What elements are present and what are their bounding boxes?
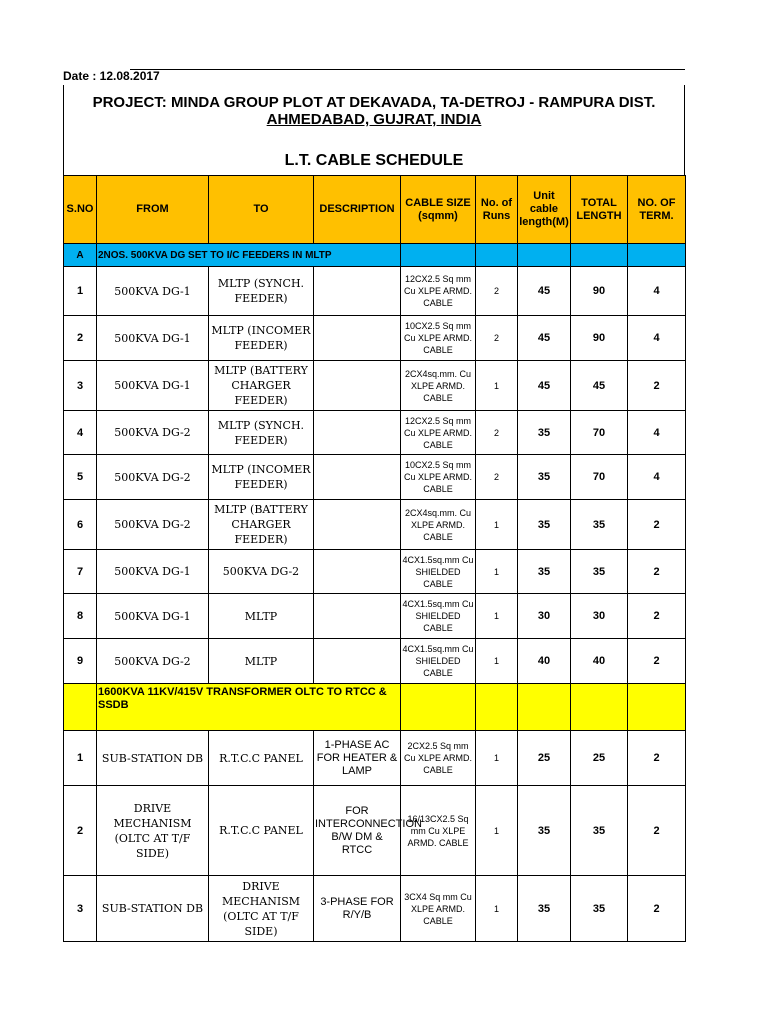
cell-sno: 3 bbox=[64, 876, 97, 942]
cell-to: DRIVE MECHANISM (OLTC AT T/F SIDE) bbox=[209, 876, 314, 942]
header-row bbox=[64, 176, 686, 244]
cell-from: 500KVA DG-2 bbox=[97, 639, 209, 684]
cell-from: 500KVA DG-1 bbox=[97, 267, 209, 316]
section-empty-cell bbox=[571, 684, 628, 731]
cell-terminations: 2 bbox=[628, 550, 686, 594]
col-sno: S.NO bbox=[64, 176, 97, 244]
cell-terminations: 2 bbox=[628, 731, 686, 786]
cell-from: 500KVA DG-2 bbox=[97, 455, 209, 500]
section-empty-cell bbox=[628, 684, 686, 731]
cell-cable-size: 10CX2.5 Sq mm Cu XLPE ARMD. CABLE bbox=[401, 455, 476, 500]
table-row bbox=[64, 316, 686, 361]
cell-sno: 8 bbox=[64, 594, 97, 639]
cell-terminations: 4 bbox=[628, 267, 686, 316]
cell-description bbox=[314, 316, 401, 361]
top-rule bbox=[130, 69, 685, 70]
cell-from: 500KVA DG-1 bbox=[97, 550, 209, 594]
cell-unit-length: 30 bbox=[518, 594, 571, 639]
col-total-length: TOTAL LENGTH bbox=[571, 176, 628, 244]
cell-description bbox=[314, 594, 401, 639]
cell-description: 1-PHASE AC FOR HEATER & LAMP bbox=[314, 731, 401, 786]
table-row bbox=[64, 411, 686, 455]
cell-runs: 2 bbox=[476, 455, 518, 500]
col-runs: No. of Runs bbox=[476, 176, 518, 244]
cell-cable-size: 4CX1.5sq.mm Cu SHIELDED CABLE bbox=[401, 639, 476, 684]
table-row bbox=[64, 500, 686, 550]
cell-runs: 2 bbox=[476, 411, 518, 455]
cell-total-length: 35 bbox=[571, 876, 628, 942]
cell-sno: 1 bbox=[64, 267, 97, 316]
cell-to: MLTP (BATTERY CHARGER FEEDER) bbox=[209, 500, 314, 550]
cell-description: 3-PHASE FOR R/Y/B bbox=[314, 876, 401, 942]
cell-from: SUB-STATION DB bbox=[97, 876, 209, 942]
cell-sno: 2 bbox=[64, 786, 97, 876]
cell-to: 500KVA DG-2 bbox=[209, 550, 314, 594]
section-id bbox=[64, 684, 97, 731]
cell-total-length: 30 bbox=[571, 594, 628, 639]
cell-description bbox=[314, 500, 401, 550]
section-empty-cell bbox=[518, 684, 571, 731]
col-unit-length: Unit cable length(M) bbox=[518, 176, 571, 244]
section-empty-cell bbox=[571, 244, 628, 267]
cell-to: MLTP bbox=[209, 594, 314, 639]
cell-to: MLTP (SYNCH. FEEDER) bbox=[209, 267, 314, 316]
cell-to: R.T.C.C PANEL bbox=[209, 786, 314, 876]
section-empty-cell bbox=[476, 684, 518, 731]
cell-runs: 2 bbox=[476, 316, 518, 361]
cell-total-length: 40 bbox=[571, 639, 628, 684]
cell-sno: 4 bbox=[64, 411, 97, 455]
cell-cable-size: 3CX4 Sq mm Cu XLPE ARMD. CABLE bbox=[401, 876, 476, 942]
cell-unit-length: 25 bbox=[518, 731, 571, 786]
cell-description bbox=[314, 361, 401, 411]
table-row bbox=[64, 731, 686, 786]
cell-to: MLTP (INCOMER FEEDER) bbox=[209, 455, 314, 500]
section-row-section_a bbox=[64, 244, 686, 267]
project-line-2: AHMEDABAD, GUJRAT, INDIA bbox=[266, 111, 482, 128]
cell-to: MLTP (INCOMER FEEDER) bbox=[209, 316, 314, 361]
cell-total-length: 70 bbox=[571, 411, 628, 455]
cell-unit-length: 45 bbox=[518, 316, 571, 361]
cell-description bbox=[314, 267, 401, 316]
col-from: FROM bbox=[97, 176, 209, 244]
section-empty-cell bbox=[476, 244, 518, 267]
section-id: A bbox=[64, 244, 97, 267]
cell-terminations: 2 bbox=[628, 639, 686, 684]
cell-sno: 9 bbox=[64, 639, 97, 684]
cable-schedule-table bbox=[63, 175, 686, 942]
cell-unit-length: 35 bbox=[518, 455, 571, 500]
project-line-1: PROJECT: MINDA GROUP PLOT AT DEKAVADA, TA-DETROJ - RAMPURA DIST. bbox=[92, 94, 656, 111]
cell-description bbox=[314, 550, 401, 594]
cell-runs: 1 bbox=[476, 550, 518, 594]
table-row bbox=[64, 361, 686, 411]
cell-cable-size: 12CX2.5 Sq mm Cu XLPE ARMD. CABLE bbox=[401, 411, 476, 455]
cell-description bbox=[314, 411, 401, 455]
cell-from: DRIVE MECHANISM (OLTC AT T/F SIDE) bbox=[97, 786, 209, 876]
cell-description: FOR INTERCONNECTION B/W DM & RTCC bbox=[314, 786, 401, 876]
cell-unit-length: 35 bbox=[518, 500, 571, 550]
cell-cable-size: 10CX2.5 Sq mm Cu XLPE ARMD. CABLE bbox=[401, 316, 476, 361]
cell-sno: 1 bbox=[64, 731, 97, 786]
cell-cable-size: 16/13CX2.5 Sq mm Cu XLPE ARMD. CABLE bbox=[401, 786, 476, 876]
cell-unit-length: 45 bbox=[518, 267, 571, 316]
cell-cable-size: 4CX1.5sq.mm Cu SHIELDED CABLE bbox=[401, 594, 476, 639]
cell-total-length: 25 bbox=[571, 731, 628, 786]
cell-cable-size: 4CX1.5sq.mm Cu SHIELDED CABLE bbox=[401, 550, 476, 594]
cell-total-length: 35 bbox=[571, 786, 628, 876]
cell-from: 500KVA DG-1 bbox=[97, 361, 209, 411]
cell-total-length: 90 bbox=[571, 316, 628, 361]
section-empty-cell bbox=[401, 684, 476, 731]
cell-runs: 1 bbox=[476, 361, 518, 411]
table-row bbox=[64, 786, 686, 876]
date-label: Date : 12.08.2017 bbox=[63, 69, 160, 83]
cell-runs: 1 bbox=[476, 639, 518, 684]
cell-unit-length: 40 bbox=[518, 639, 571, 684]
cell-terminations: 2 bbox=[628, 786, 686, 876]
project-title bbox=[63, 94, 685, 128]
cell-total-length: 35 bbox=[571, 550, 628, 594]
cell-cable-size: 2CX2.5 Sq mm Cu XLPE ARMD. CABLE bbox=[401, 731, 476, 786]
table-row bbox=[64, 455, 686, 500]
cell-from: 500KVA DG-1 bbox=[97, 316, 209, 361]
cell-to: MLTP (SYNCH. FEEDER) bbox=[209, 411, 314, 455]
cell-terminations: 4 bbox=[628, 316, 686, 361]
cell-total-length: 70 bbox=[571, 455, 628, 500]
cell-total-length: 45 bbox=[571, 361, 628, 411]
cell-terminations: 2 bbox=[628, 361, 686, 411]
table-row bbox=[64, 267, 686, 316]
cell-from: 500KVA DG-2 bbox=[97, 411, 209, 455]
cell-terminations: 2 bbox=[628, 594, 686, 639]
schedule-title: L.T. CABLE SCHEDULE bbox=[284, 152, 464, 169]
cell-cable-size: 12CX2.5 Sq mm Cu XLPE ARMD. CABLE bbox=[401, 267, 476, 316]
col-to: TO bbox=[209, 176, 314, 244]
table-row bbox=[64, 876, 686, 942]
cell-to: MLTP bbox=[209, 639, 314, 684]
cell-terminations: 4 bbox=[628, 455, 686, 500]
cell-description bbox=[314, 455, 401, 500]
cell-runs: 1 bbox=[476, 786, 518, 876]
col-cable-size: CABLE SIZE (sqmm) bbox=[401, 176, 476, 244]
cell-to: R.T.C.C PANEL bbox=[209, 731, 314, 786]
section-empty-cell bbox=[518, 244, 571, 267]
cell-unit-length: 45 bbox=[518, 361, 571, 411]
section-empty-cell bbox=[401, 244, 476, 267]
table-row bbox=[64, 550, 686, 594]
section-title: 2NOS. 500KVA DG SET TO I/C FEEDERS IN MLTP bbox=[97, 244, 401, 267]
cell-from: 500KVA DG-1 bbox=[97, 594, 209, 639]
cell-runs: 1 bbox=[476, 500, 518, 550]
cell-terminations: 4 bbox=[628, 411, 686, 455]
cell-total-length: 35 bbox=[571, 500, 628, 550]
section-row-section_b bbox=[64, 684, 686, 731]
cell-runs: 1 bbox=[476, 731, 518, 786]
cell-total-length: 90 bbox=[571, 267, 628, 316]
cell-description bbox=[314, 639, 401, 684]
cell-cable-size: 2CX4sq.mm. Cu XLPE ARMD. CABLE bbox=[401, 500, 476, 550]
cell-sno: 2 bbox=[64, 316, 97, 361]
cell-sno: 5 bbox=[64, 455, 97, 500]
table-row bbox=[64, 639, 686, 684]
cell-cable-size: 2CX4sq.mm. Cu XLPE ARMD. CABLE bbox=[401, 361, 476, 411]
cell-runs: 1 bbox=[476, 876, 518, 942]
cell-from: SUB-STATION DB bbox=[97, 731, 209, 786]
cell-terminations: 2 bbox=[628, 876, 686, 942]
cell-sno: 6 bbox=[64, 500, 97, 550]
cell-sno: 7 bbox=[64, 550, 97, 594]
cell-unit-length: 35 bbox=[518, 786, 571, 876]
cell-unit-length: 35 bbox=[518, 550, 571, 594]
cell-sno: 3 bbox=[64, 361, 97, 411]
section-title: 1600KVA 11KV/415V TRANSFORMER OLTC TO RTCC & SSDB bbox=[97, 684, 401, 731]
table-row bbox=[64, 594, 686, 639]
cell-unit-length: 35 bbox=[518, 876, 571, 942]
cell-runs: 1 bbox=[476, 594, 518, 639]
cell-unit-length: 35 bbox=[518, 411, 571, 455]
cell-to: MLTP (BATTERY CHARGER FEEDER) bbox=[209, 361, 314, 411]
cell-runs: 2 bbox=[476, 267, 518, 316]
section-empty-cell bbox=[628, 244, 686, 267]
cell-from: 500KVA DG-2 bbox=[97, 500, 209, 550]
cell-terminations: 2 bbox=[628, 500, 686, 550]
col-description: DESCRIPTION bbox=[314, 176, 401, 244]
col-terminations: NO. OF TERM. bbox=[628, 176, 686, 244]
